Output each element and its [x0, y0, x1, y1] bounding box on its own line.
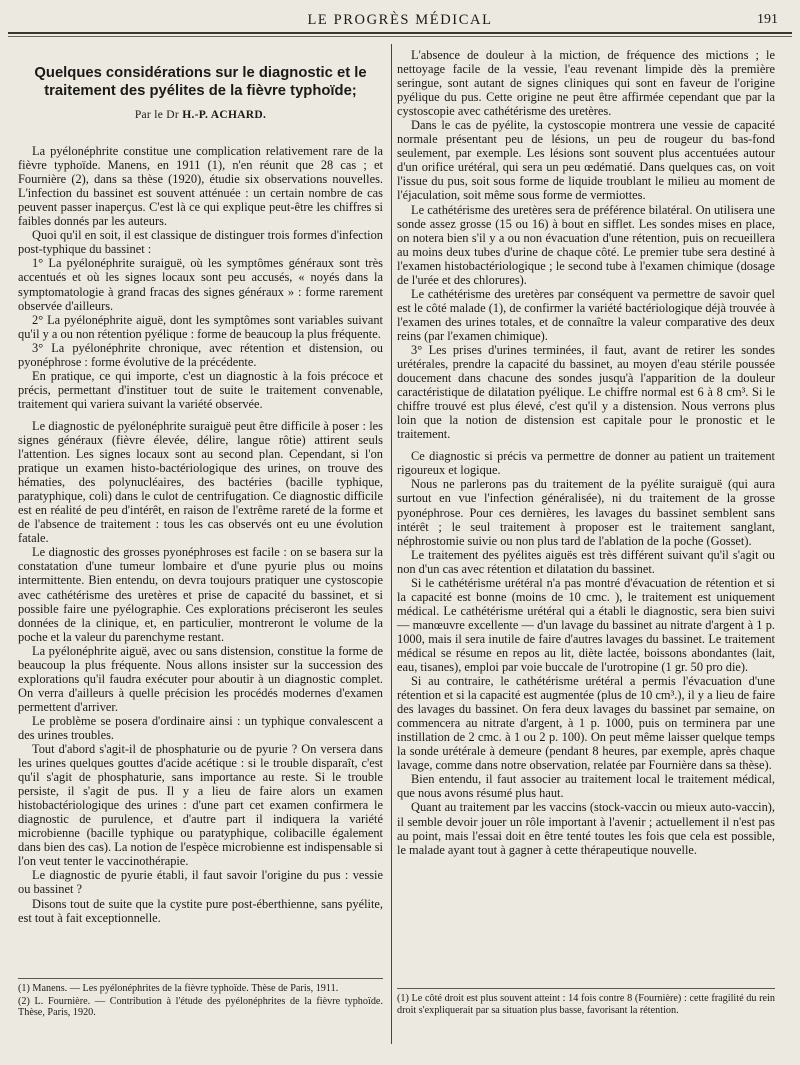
paragraph: Tout d'abord s'agit-il de phosphaturie ou de pyurie ? On versera dans les urines quelques gouttes d'acide acétique : si le trouble disparaît, c'est qu'il s'agit de phosphaturie, sans importance au reste. Si le trouble persiste, il s'agit de pus. Il y a lieu de faire alors un examen histobactériologique des urines : d'une part cet examen confirmera le diagnostic de purulence, et d'autre part il indiquera la variété microbienne (bacille typhique ou paratyphique, colibacille également dans bien des cas). La notion de l'espèce microbienne est indispensable si l'on veut tenter le vaccinothérapie.: [18, 742, 383, 869]
footnotes-right: [397, 993, 775, 1017]
author-name: H.-P. ACHARD.: [182, 109, 267, 121]
paragraph: Si au contraire, le cathétérisme urétéral a permis l'évacuation d'une rétention et si la capacité est augmentée (plus de 10 cm³.), il y a lieu de faire des lavages du bassinet. On fera deux lavages du bassinet par semaine, on commencera au nitrate d'argent, à 1 p. 1000, puis on terminera par une instillation de 2 cmc. à 1 ou 2 p. 100). On peut même laisser quelque temps la sonde urétérale à demeure (pendant 8 heures, par exemple, après chaque lavage, comme dans notre observation, relatée par Fournière dans sa thèse).: [397, 674, 775, 773]
paragraph: 3° Les prises d'urines terminées, il faut, avant de retirer les sondes urétérales, prendre la capacité du bassinet, au moyen d'eau stérile poussée doucement dans chacune des sondes jusqu'à l'apparition de la douleur caractéristique de dilatation pyélique. Le chiffre normal est 6 à 8 cm³. Si le chiffre trouvé est plus élevé, c'est qu'il y a distension. Nous verrons plus loin que la notion de distension est capitale pour le pronostic et le traitement.: [397, 342, 775, 442]
paragraph: 1° La pyélonéphrite suraiguë, où les symptômes généraux sont très accentués et où les signes locaux sont peu accusés, « noyés dans la symptomatologie à grand fracas des signes généraux » : forme rarement observée d'ailleurs.: [18, 256, 383, 313]
footnote-rule-right: [397, 988, 775, 989]
footnote: (1) Manens. — Les pyélonéphrites de la fièvre typhoïde. Thèse de Paris, 1911.: [18, 983, 339, 994]
paragraph: Nous ne parlerons pas du traitement de la pyélite suraiguë (qui aura surtout en vue l'infection généralisée), ni du traitement de la grosse pyonéphrose. Pour ces dernières, les lavages du bassinet semblent sans intérêt ; le seul traitement à proposer est le traitement sanglant, néphrostomie suivie ou non plus tard de l'ablation de la poche (Gosset).: [397, 477, 775, 548]
paragraph: En pratique, ce qui importe, c'est un diagnostic à la fois précoce et précis, permettant d'instituer tout de suite le traitement convenable, traitement qui variera suivant la variété observée.: [18, 368, 383, 411]
paragraph: 2° La pyélonéphrite aiguë, dont les symptômes sont variables suivant qu'il y a ou non rétention pyélique : forme de beaucoup la plus fréquente.: [18, 312, 383, 341]
paragraph: Le diagnostic de pyélonéphrite suraiguë peut être difficile à poser : les signes généraux (fièvre élevée, délire, langue rôtie) attirent seuls l'attention. Les signes locaux sont au second plan. Cependant, si l'on pratique un examen histo-bactériologique des urines, on trouve des hématies, des polynucléaires, des bactéries (bacille typhique, paratyphique, coli) dans le culot de centrifugation. Ce diagnostic difficile est en réalité de peu d'intérêt, en raison de l'extrême rareté de la forme et de l'absence de traitement : tous les cas observés ont eu une évolution fatale.: [18, 418, 383, 546]
article-title: Quelques considérations sur le diagnostic et le traitement des pyélites de la fièvre typhoïde;: [34, 65, 367, 99]
page-number: 191: [757, 12, 778, 27]
paragraph: Dans le cas de pyélite, la cystoscopie montrera une vessie de capacité normale présentant peu de lésions, un peu de rougeur du bas-fond seulement, par exemple. Les lésions sont souvent plus accentuées autour d'un orifice urétéral, qui sera un peu œdématié. Dans quelques cas, on voit l'issue du pus, soit sous forme de liquide troublant le milieu au moment de l'éjaculation, soit même sous forme de vermiottes.: [397, 118, 775, 203]
footnote: (2) L. Fournière. — Contribution à l'étude des pyélonéphrites de la fièvre typhoïde. Thèse, Paris, 1920.: [18, 995, 383, 1018]
right-column: [397, 48, 775, 857]
page-header: [0, 0, 800, 34]
paragraph: Disons tout de suite que la cystite pure post-éberthienne, sans pyélite, est tout à fait exceptionnelle.: [18, 896, 383, 925]
footnote-rule-left: [18, 978, 383, 979]
paragraph: La pyélonéphrite aiguë, avec ou sans distension, constitue la forme de beaucoup la plus fréquente. Nous allons insister sur la succession des explorations qu'il faudra exécuter pour aboutir à un diagnostic complet. On verra d'ailleurs à quelle précision les procédés modernes d'examen permettent d'arriver.: [18, 643, 383, 714]
paragraph: La pyélonéphrite constitue une complication relativement rare de la fièvre typhoïde. Manens, en 1911 (1), n'en réunit que 28 cas ; et Fournière (2), dans sa thèse (1920), étudie six observations nouvelles. L'infection du bassinet est souvent atténuée : un certain nombre de cas peuvent passer inaperçus. C'est là ce qui explique peut-être les chiffres si faibles donnés par les auteurs.: [18, 144, 383, 229]
byline-prefix: Par le Dr: [134, 109, 183, 121]
left-column: [18, 48, 383, 925]
paragraph: Si le cathétérisme urétéral n'a pas montré d'évacuation de rétention et si la capacité est bonne (moins de 10 cmc. ), le traitement est uniquement médical. Le cathétérisme urétéral qui a établi le diagnostic, sera bien suivi — manœuvre excellente — d'un lavage du bassinet au nitrate d'argent à 1 p. 1000, mais il sera inutile de faire d'autres lavages du bassinet. Le traitement médical se résume en repos au lit, diète lactée, boissons abondantes (lait, eau, tisanes), emploi par voie buccale de l'urotropine (1 gr. 50 pro die).: [397, 575, 775, 675]
header-rule: [8, 32, 792, 34]
journal-title: LE PROGRÈS MÉDICAL: [307, 12, 493, 28]
paragraph: Le diagnostic de pyurie établi, il faut savoir l'origine du pus : vessie ou bassinet ?: [18, 868, 383, 897]
footnote: (1) Le côté droit est plus souvent atteint : 14 fois contre 8 (Fournière) : cette fragilité du rein droit s'expliquerait par sa situation plus basse, favorisant la rétention.: [397, 993, 775, 1016]
paragraph: L'absence de douleur à la miction, de fréquence des mictions ; le nettoyage facile de la vessie, l'eau revenant limpide dès la première seringue, sont autant de signes cliniques qui sont en faveur de l'origine pyélique du pus. Cette origine ne peut être affirmée cependant que par la cystoscopie avec cathétérisme des uretères.: [397, 48, 775, 119]
paragraph: Le diagnostic des grosses pyonéphroses est facile : on se basera sur la constatation d'une tumeur lombaire et d'une pyurie plus ou moins intermittente. Bien entendu, on devra toujours pratiquer une cystoscopie avec cathétérisme des uretères et prise de capacité du bassinet, et si possible faire une pyélographie. Ces explorations préciseront les seules données de la clinique, et, en particulier, montreront le volume de la poche et la valeur du parenchyme restant.: [18, 545, 383, 644]
paragraph: Ce diagnostic si précis va permettre de donner au patient un traitement rigoureux et logique.: [397, 449, 775, 478]
paragraph: Le problème se posera d'ordinaire ainsi : un typhique convalescent a des urines troubles.: [18, 713, 383, 742]
column-divider: [391, 44, 392, 1044]
paragraph: Quoi qu'il en soit, il est classique de distinguer trois formes d'infection post-typhique du bassinet :: [18, 228, 383, 257]
paragraph: Le cathétérisme des uretères sera de préférence bilatéral. On utilisera une sonde assez grosse (15 ou 16) à bout en sifflet. Les sondes mises en place, on notera bien s'il y a ou non évacuation d'une rétention, puis on recueillera au moins deux tubes d'urine de chaque côté. Le premier tube sera destiné à l'examen histobactériologique ; le second tube à l'examen chimique (dosage de l'urée et des chlorures).: [397, 202, 775, 287]
paragraph: Quant au traitement par les vaccins (stock-vaccin ou mieux auto-vaccin), il semble devoir jouer un rôle important à l'avenir ; actuellement il n'est pas au point, mais l'essai doit en être tenté toutes les fois que cela est possible, le malade ayant tout à gagner à cette thérapeutique nouvelle.: [397, 800, 775, 857]
footnotes-left: [18, 983, 383, 1020]
paragraph: Le cathétérisme des uretères par conséquent va permettre de savoir quel est le côté malade (1), de confirmer la variété bactériologique déjà trouvée à l'examen des urines totales, et de connaître la valeur comparative des deux reins (par l'examen chimique).: [397, 286, 775, 343]
header-rule-thin: [8, 36, 792, 37]
paragraph: Bien entendu, il faut associer au traitement local le traitement médical, que nous avons résumé plus haut.: [397, 772, 775, 801]
paragraph: Le traitement des pyélites aiguës est très différent suivant qu'il s'agit ou non d'un cas avec rétention et dilatation du bassinet.: [397, 547, 775, 576]
paragraph: 3° La pyélonéphrite chronique, avec rétention et distension, ou pyonéphrose : forme évolutive de la précédente.: [18, 340, 383, 369]
article-byline: [18, 108, 383, 122]
